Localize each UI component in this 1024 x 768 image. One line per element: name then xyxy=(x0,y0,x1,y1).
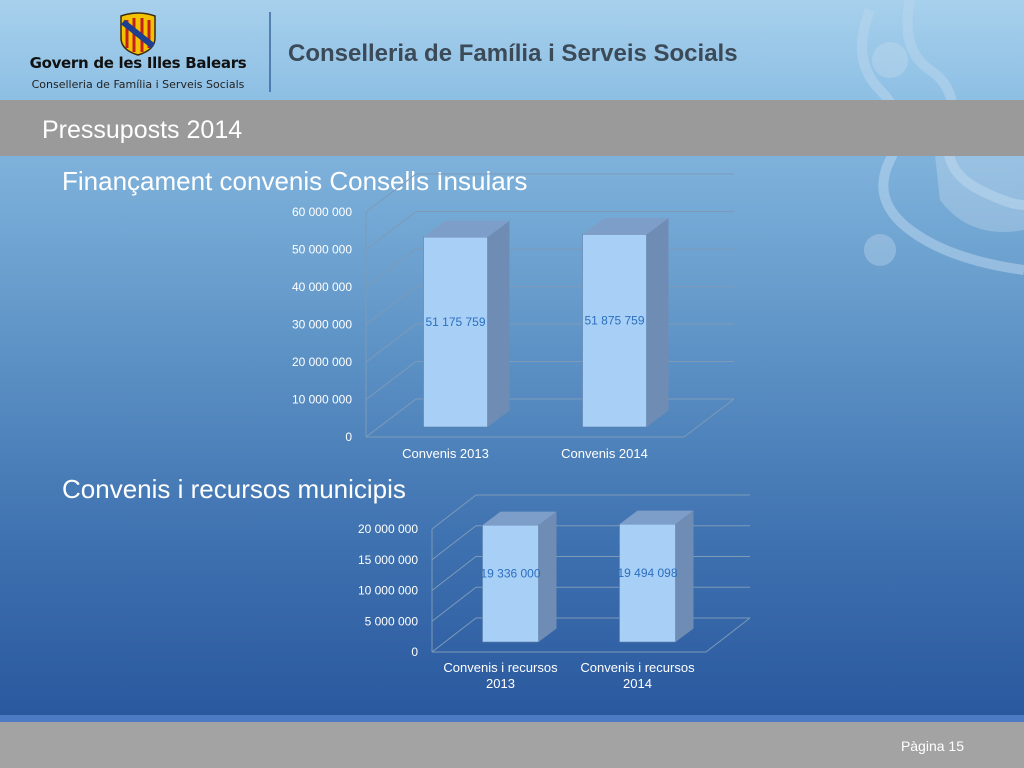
chart2-bar-side xyxy=(676,511,694,642)
chart1-category-label: Convenis 2013 xyxy=(402,446,489,461)
government-name: Govern de les Illes Balears xyxy=(29,54,247,72)
chart2-bar-side xyxy=(539,512,557,642)
chart2-category-label: Convenis i recursos xyxy=(580,660,695,675)
chart2-floor-edge xyxy=(706,618,750,652)
chart2-category-label: Convenis i recursos xyxy=(443,660,558,675)
chart1 xyxy=(292,174,734,461)
chart2-gridline xyxy=(432,618,750,652)
chart2-ytick-label: 0 xyxy=(411,645,418,659)
chart2-category-label: 2013 xyxy=(486,676,515,691)
chart1-data-label: 51 875 759 xyxy=(584,313,645,328)
footer-strip xyxy=(0,715,1024,722)
footer-band xyxy=(0,715,1024,768)
chart1-gridline xyxy=(366,287,734,325)
chart1-data-label: 51 175 759 xyxy=(425,315,486,330)
chart2-gridline xyxy=(432,495,750,529)
chart1-title: Finançament convenis Consells Insulars xyxy=(62,166,528,196)
chart1-ytick-label: 60 000 000 xyxy=(291,205,352,219)
chart2-ytick-label: 5 000 000 xyxy=(364,614,418,629)
page-number: Pàgina 15 xyxy=(900,738,964,754)
chart1-category-label: Convenis 2014 xyxy=(561,446,648,461)
chart1-gridline xyxy=(366,249,734,287)
chart2-gridline xyxy=(432,587,750,621)
chart1-gridline xyxy=(366,399,734,437)
chart1-bar-front xyxy=(424,237,488,427)
chart2-data-label: 19 336 000 xyxy=(480,566,541,581)
chart2-data-label: 19 494 098 xyxy=(617,566,678,581)
chart2-ytick-label: 15 000 000 xyxy=(357,552,418,567)
chart2-title: Convenis i recursos municipis xyxy=(62,474,406,504)
chart1-ytick-label: 10 000 000 xyxy=(291,392,352,407)
chart2-gridline xyxy=(432,526,750,560)
department-title: Conselleria de Família i Serveis Socials xyxy=(288,40,738,67)
chart1-floor-edge xyxy=(684,399,734,437)
chart1-ytick-label: 50 000 000 xyxy=(291,242,352,257)
chart1-gridline xyxy=(366,174,734,212)
chart2-ytick-label: 20 000 000 xyxy=(357,522,418,536)
chart1-gridline xyxy=(366,324,734,362)
slide-title: Pressuposts 2014 xyxy=(42,116,243,144)
chart1-gridline xyxy=(366,362,734,400)
chart2-ytick-label: 10 000 000 xyxy=(357,583,418,598)
chart1-gridline xyxy=(366,212,734,250)
chart1-ytick-label: 0 xyxy=(345,430,352,444)
chart1-bar-side xyxy=(488,221,510,427)
chart1-ytick-label: 20 000 000 xyxy=(291,355,352,369)
chart1-bar-front xyxy=(583,234,647,427)
chart2-category-label: 2014 xyxy=(623,676,652,691)
government-department: Conselleria de Família i Serveis Socials xyxy=(31,78,245,91)
chart2-bar-front xyxy=(620,524,676,642)
chart2 xyxy=(358,495,750,691)
chart1-ytick-label: 40 000 000 xyxy=(291,280,352,294)
chart2-bar-front xyxy=(483,525,539,642)
chart1-bar-side xyxy=(647,218,669,427)
chart1-ytick-label: 30 000 000 xyxy=(291,317,352,332)
